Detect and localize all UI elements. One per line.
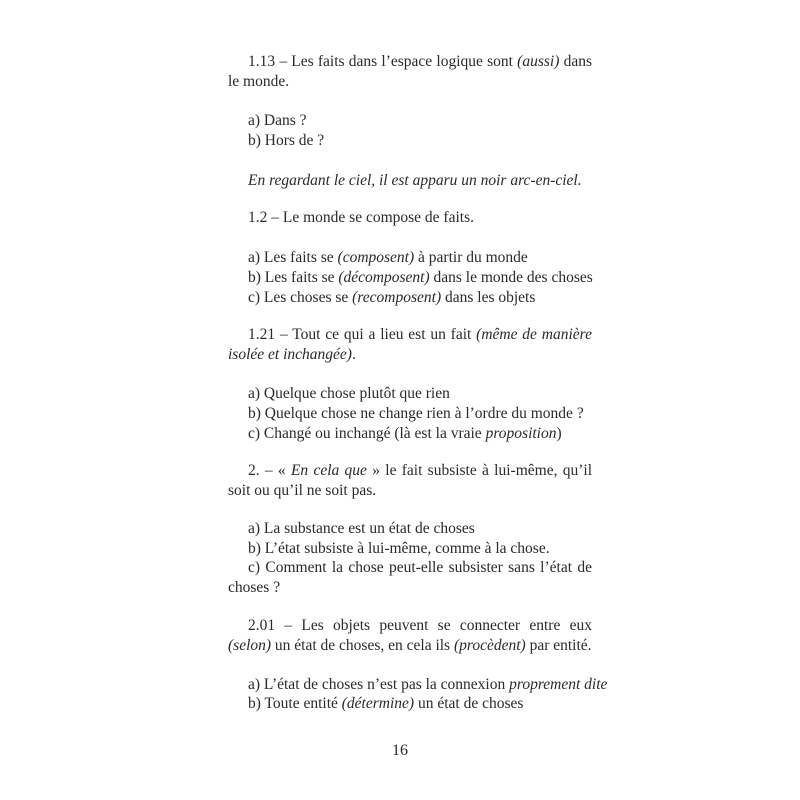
paragraph-text: dans le monde. (228, 53, 593, 90)
italic-text: (aussi) (517, 53, 560, 70)
list-item: c) Changé ou inchangé (là est la vraie proposition) (248, 425, 562, 442)
list-item: a) L’état de choses n’est pas la connexion proprement dite (248, 676, 608, 693)
paragraph-2-01: 2.01 – Les objets peuvent se connecter entre eux (selon) un état de choses, en cela ils (procèdent) par entité. (228, 617, 592, 654)
paragraph-1-2: 1.2 – Le monde se compose de faits. (248, 209, 474, 226)
list-item: a) Dans ? (248, 112, 307, 129)
list-item: a) La substance est un état de choses (248, 520, 475, 537)
list-item: b) Les faits se (décomposent) dans le monde des choses (248, 269, 593, 286)
list-item: c) Comment la chose peut-elle subsister sans l’état de choses ? (228, 559, 592, 596)
page-number: 16 (392, 742, 408, 759)
list-item: b) Hors de ? (248, 132, 325, 149)
list-item: a) Quelque chose plutôt que rien (248, 385, 450, 402)
list-item: b) L’état subsiste à lui-même, comme à la chose. (248, 540, 550, 557)
paragraph-1-13 (228, 52, 592, 92)
paragraph-text: 1.13 – Les faits dans l’espace logique sont (248, 53, 518, 70)
paragraph-1-21: 1.21 – Tout ce qui a lieu est un fait (même de manière isolée et inchangée). (228, 326, 592, 363)
paragraph-2: 2. – « En cela que » le fait subsiste à lui-même, qu’il soit ou qu’il ne soit pas. (228, 462, 593, 499)
italic-sentence (228, 171, 612, 191)
list-item: b) Quelque chose ne change rien à l’ordre du monde ? (248, 405, 584, 422)
italic-text: En regardant le ciel, il est apparu un noir arc-en-ciel. (248, 172, 582, 189)
list-item: b) Toute entité (détermine) un état de choses (248, 695, 524, 712)
list-item: a) Les faits se (composent) à partir du monde (248, 249, 528, 266)
list-item: c) Les choses se (recomposent) dans les objets (248, 289, 536, 306)
